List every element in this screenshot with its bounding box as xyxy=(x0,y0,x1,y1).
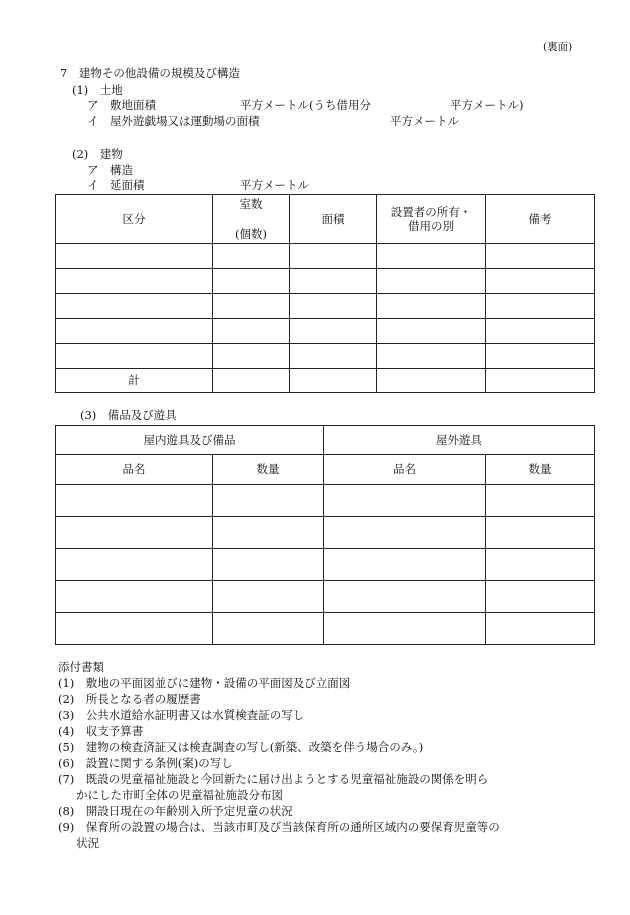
header-rooms-top: 室数 xyxy=(239,196,263,211)
attachment-item: (4) 収支予算書 xyxy=(58,724,144,738)
table-row xyxy=(56,319,595,344)
total-label: 計 xyxy=(56,369,213,393)
attachments-heading: 添付書類 xyxy=(58,660,104,674)
cell-outdoor-name[interactable] xyxy=(324,485,486,517)
header-outdoor-qty: 数量 xyxy=(486,455,595,485)
cell-outdoor-qty[interactable] xyxy=(486,517,595,549)
attachment-item-continuation: かにした市町全体の児童福祉施設分布図 xyxy=(76,788,283,802)
playground-area-label: イ 屋外遊戯場又は運動場の面積 xyxy=(87,114,260,128)
cell-indoor-name[interactable] xyxy=(56,549,213,581)
cell-rooms[interactable] xyxy=(213,244,290,269)
cell-kubun[interactable] xyxy=(56,319,213,344)
cell-area[interactable] xyxy=(290,344,377,369)
cell-indoor-qty[interactable] xyxy=(213,517,324,549)
header-indoor: 屋内遊具及び備品 xyxy=(56,426,324,455)
attachment-item: (3) 公共水道給水証明書又は水質検査証の写し xyxy=(58,708,305,722)
table-row xyxy=(56,613,595,645)
cell-indoor-name[interactable] xyxy=(56,613,213,645)
cell-owner[interactable] xyxy=(377,244,486,269)
cell-outdoor-name[interactable] xyxy=(324,613,486,645)
section-title: 7 建物その他設備の規模及び構造 xyxy=(60,66,240,80)
cell-kubun[interactable] xyxy=(56,344,213,369)
cell-rooms[interactable] xyxy=(213,344,290,369)
cell-outdoor-qty[interactable] xyxy=(486,549,595,581)
cell-outdoor-qty[interactable] xyxy=(486,485,595,517)
cell-owner[interactable] xyxy=(377,269,486,294)
attachment-item: (5) 建物の検査済証又は検査調査の写し(新築、改築を伴う場合のみ。) xyxy=(58,740,424,754)
building-heading: (2) 建物 xyxy=(72,147,123,161)
header-owner-line2: 借用の別 xyxy=(408,219,454,233)
equipment-heading: (3) 備品及び遊具 xyxy=(80,408,177,422)
cell-indoor-qty[interactable] xyxy=(213,581,324,613)
table-row xyxy=(56,244,595,269)
header-area: 面積 xyxy=(290,195,377,244)
site-area-unit: 平方メートル(うち借用分 xyxy=(240,98,371,112)
cell-kubun[interactable] xyxy=(56,244,213,269)
attachment-item: (8) 開設日現在の年齢別入所予定児童の状況 xyxy=(58,804,293,818)
cell-owner[interactable] xyxy=(377,294,486,319)
cell-indoor-qty[interactable] xyxy=(213,485,324,517)
cell-outdoor-name[interactable] xyxy=(324,517,486,549)
cell-indoor-name[interactable] xyxy=(56,581,213,613)
cell-remarks[interactable] xyxy=(486,369,595,393)
site-area-unit-close: 平方メートル) xyxy=(450,98,524,112)
floor-area-unit: 平方メートル xyxy=(240,178,309,192)
cell-indoor-name[interactable] xyxy=(56,517,213,549)
table-row xyxy=(56,581,595,613)
cell-indoor-qty[interactable] xyxy=(213,549,324,581)
header-rooms xyxy=(213,195,290,244)
table-row xyxy=(56,269,595,294)
attachment-item-continuation: 状況 xyxy=(76,836,99,850)
cell-indoor-name[interactable] xyxy=(56,485,213,517)
site-area-label: ア 敷地面積 xyxy=(87,98,156,112)
cell-area[interactable] xyxy=(290,319,377,344)
structure-label: ア 構造 xyxy=(87,163,133,177)
attachment-item: (7) 既設の児童福祉施設と今回新たに届け出ようとする児童福祉施設の関係を明ら xyxy=(58,772,489,786)
cell-indoor-qty[interactable] xyxy=(213,613,324,645)
header-rooms-bottom: (個数) xyxy=(235,227,267,241)
cell-remarks[interactable] xyxy=(486,269,595,294)
header-indoor-qty: 数量 xyxy=(213,455,324,485)
page-side-label: (裏面) xyxy=(543,41,573,53)
header-outdoor: 屋外遊具 xyxy=(324,426,595,455)
cell-outdoor-qty[interactable] xyxy=(486,613,595,645)
header-outdoor-name: 品名 xyxy=(324,455,486,485)
table-row xyxy=(56,517,595,549)
header-owner-line1: 設置者の所有・ xyxy=(390,204,472,219)
header-owner xyxy=(377,195,486,244)
cell-remarks[interactable] xyxy=(486,294,595,319)
cell-outdoor-name[interactable] xyxy=(324,549,486,581)
cell-kubun[interactable] xyxy=(56,294,213,319)
cell-outdoor-name[interactable] xyxy=(324,581,486,613)
cell-rooms[interactable] xyxy=(213,319,290,344)
land-heading: (1) 土地 xyxy=(72,83,123,97)
cell-area[interactable] xyxy=(290,294,377,319)
attachment-item: (2) 所長となる者の履歴書 xyxy=(58,692,201,706)
header-remarks: 備考 xyxy=(486,195,595,244)
playground-area-unit: 平方メートル xyxy=(390,114,459,128)
cell-area[interactable] xyxy=(290,269,377,294)
cell-area[interactable] xyxy=(290,369,377,393)
cell-remarks[interactable] xyxy=(486,344,595,369)
cell-rooms[interactable] xyxy=(213,269,290,294)
cell-rooms[interactable] xyxy=(213,294,290,319)
table-row xyxy=(56,344,595,369)
cell-outdoor-qty[interactable] xyxy=(486,581,595,613)
attachment-item: (9) 保育所の設置の場合は、当該市町及び当該保育所の通所区域内の要保育児童等の xyxy=(58,820,500,834)
table-row xyxy=(56,485,595,517)
table-row xyxy=(56,294,595,319)
attachment-item: (6) 設置に関する条例(案)の写し xyxy=(58,756,233,770)
attachment-item: (1) 敷地の平面図並びに建物・設備の平面図及び立面図 xyxy=(58,676,351,690)
header-kubun: 区分 xyxy=(56,195,213,244)
cell-owner[interactable] xyxy=(377,319,486,344)
cell-remarks[interactable] xyxy=(486,244,595,269)
floor-area-label: イ 延面積 xyxy=(87,178,145,192)
table-row xyxy=(56,549,595,581)
cell-remarks[interactable] xyxy=(486,319,595,344)
cell-owner[interactable] xyxy=(377,344,486,369)
cell-area[interactable] xyxy=(290,244,377,269)
cell-kubun[interactable] xyxy=(56,269,213,294)
cell-owner[interactable] xyxy=(377,369,486,393)
cell-rooms[interactable] xyxy=(213,369,290,393)
header-indoor-name: 品名 xyxy=(56,455,213,485)
building-table xyxy=(55,194,595,393)
equipment-table xyxy=(55,425,595,645)
total-row xyxy=(56,369,595,393)
